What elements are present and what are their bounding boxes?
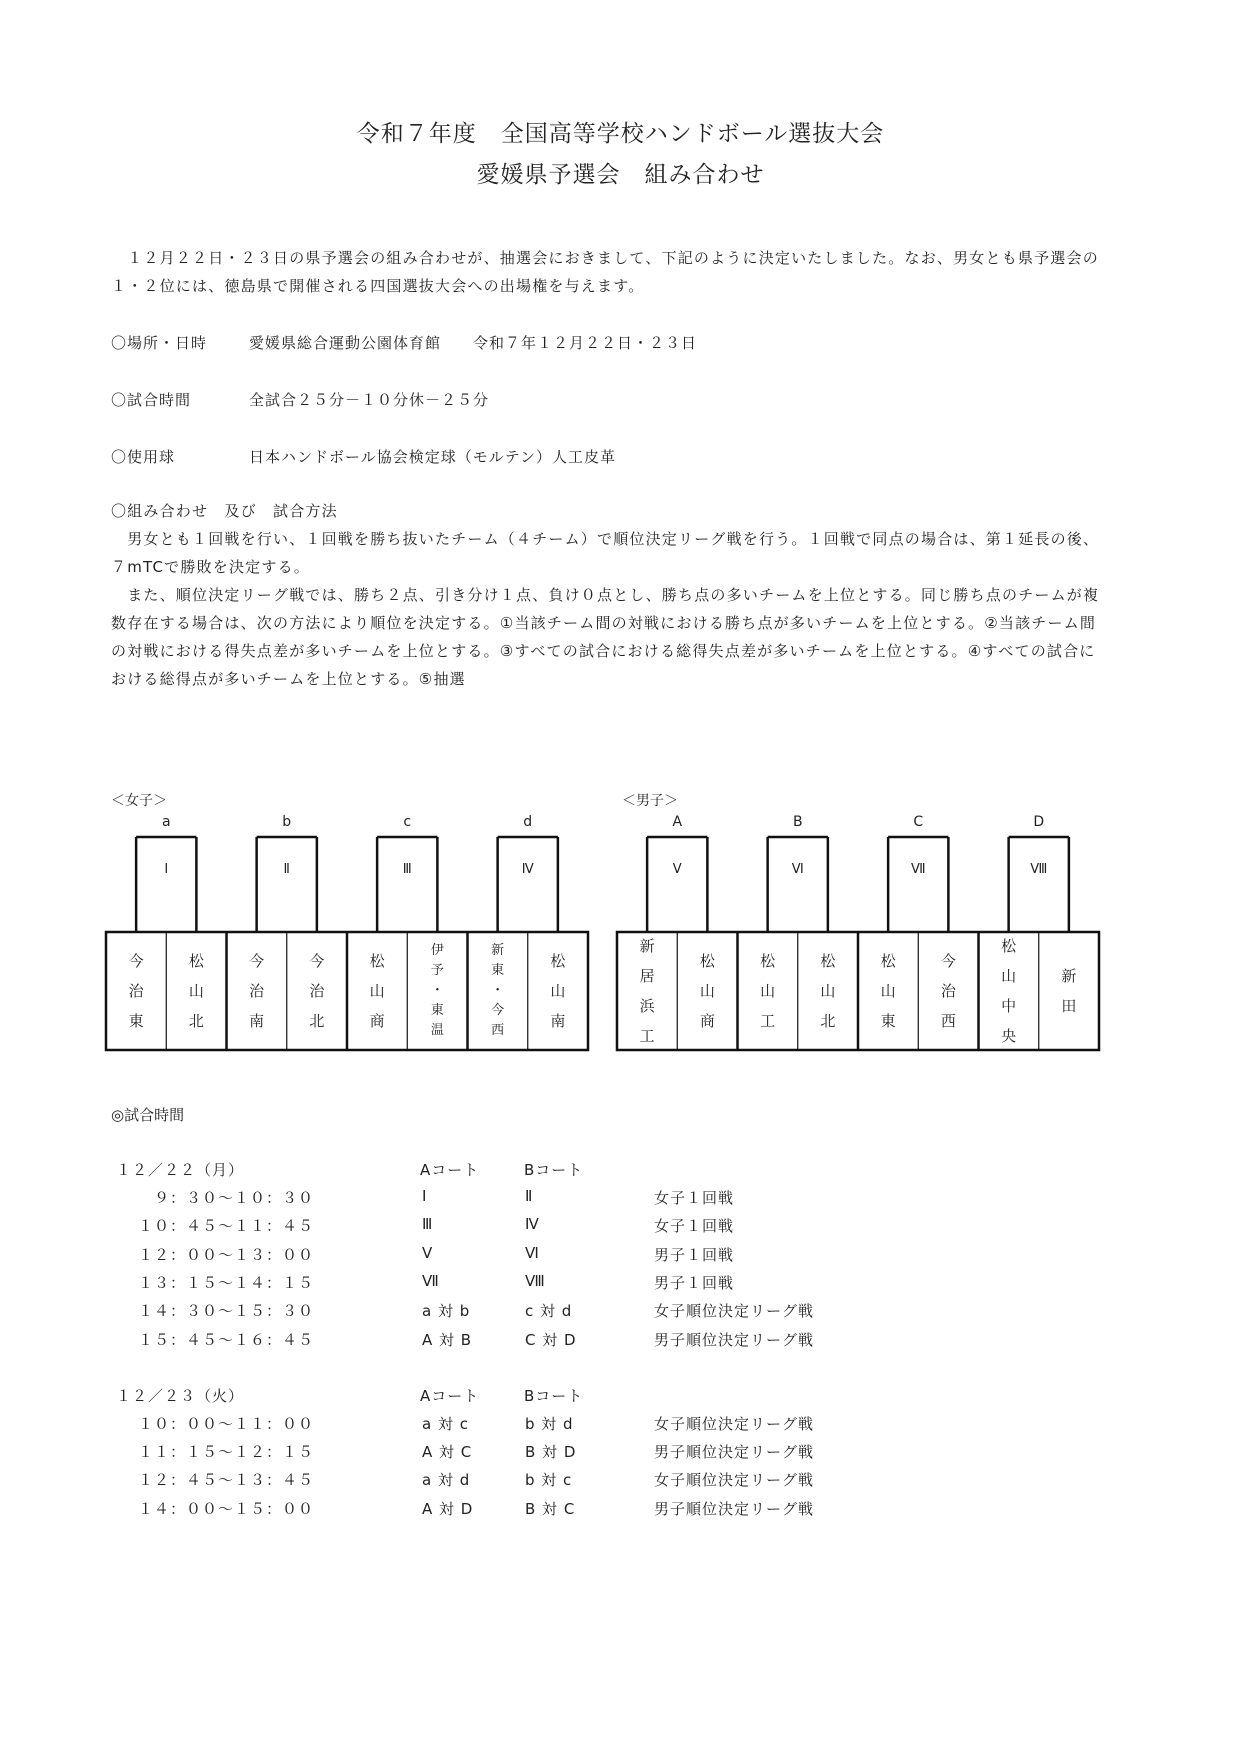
court-a-match: a 対 d — [422, 1471, 471, 1490]
court-b-match: Ⅱ — [525, 1187, 534, 1205]
team-name: 新 田 — [1061, 967, 1077, 1015]
intro-paragraph: １２月２２日・２３日の県予選会の組み合わせが、抽選会におきまして、下記のように決定いたしました。なお、男女とも県予選会の１・２位には、徳島県で開催される四国選抜大会への出場権を与えます。 — [111, 249, 1099, 295]
first-round-numeral: Ⅴ — [672, 862, 682, 877]
match-description: 女子１回戦 — [654, 1189, 735, 1207]
schedule-date: １２／２３（火） — [116, 1386, 245, 1405]
men-label: ＜男子＞ — [622, 793, 678, 809]
first-round-numeral: Ⅶ — [910, 862, 926, 877]
time-label: 〇試合時間 — [111, 391, 192, 409]
team-name: 新 東 ・ 今 西 — [491, 943, 505, 1038]
group-letter: B — [792, 814, 803, 830]
court-a-match: Ⅰ — [422, 1187, 428, 1205]
method-paragraph-1: 男女とも１回戦を行い、１回戦を勝ち抜いたチーム（４チーム）で順位決定リーグ戦を行う。１回戦で同点の場合は、第１延長の後、７mTCで勝敗を決定する。 — [111, 530, 1100, 576]
first-round-numeral: Ⅷ — [1030, 862, 1048, 877]
team-name: 今 治 西 — [940, 952, 956, 1030]
method-heading: 〇組み合わせ 及び 試合方法 — [111, 502, 338, 520]
venue-label: 〇場所・日時 — [111, 334, 208, 352]
schedule-heading: ◎試合時間 — [111, 1106, 185, 1124]
team-name: 今 治 東 — [128, 952, 144, 1030]
court-b-header: Bコート — [524, 1161, 584, 1179]
match-description: 男子順位決定リーグ戦 — [654, 1499, 815, 1518]
court-b-match: C 対 D — [525, 1330, 577, 1349]
match-description: 女子順位決定リーグ戦 — [654, 1414, 815, 1433]
schedule-time: １５：４５～１６：４５ — [138, 1330, 315, 1349]
schedule-time: １２：４５～１３：４５ — [138, 1471, 315, 1490]
schedule-time: ９：３０～１０：３０ — [138, 1189, 315, 1207]
schedule-date: １２／２２（月） — [116, 1161, 245, 1179]
team-name: 今 治 北 — [309, 952, 325, 1030]
group-letter: C — [913, 814, 924, 830]
schedule-time: １２：００～１３：００ — [138, 1245, 315, 1264]
court-b-match: b 対 d — [525, 1414, 574, 1433]
page-title: 令和７年度 全国高等学校ハンドボール選抜大会 — [356, 121, 885, 147]
first-round-numeral: Ⅳ — [521, 862, 534, 877]
court-a-header: Aコート — [420, 1161, 480, 1179]
ball-value: 日本ハンドボール協会検定球（モルテン）人工皮革 — [249, 448, 616, 466]
court-a-match: A 対 C — [422, 1443, 473, 1462]
schedule-time: １０：００～１１：００ — [138, 1414, 315, 1433]
court-b-match: c 対 d — [525, 1302, 573, 1321]
team-name: 松 山 北 — [820, 952, 836, 1030]
match-description: 女子順位決定リーグ戦 — [654, 1302, 815, 1321]
time-value: 全試合２５分－１０分休－２５分 — [249, 391, 490, 409]
first-round-numeral: Ⅱ — [283, 862, 290, 877]
court-a-match: Ⅴ — [422, 1243, 434, 1262]
venue-value: 愛媛県総合運動公園体育館 令和７年１２月２２日・２３日 — [249, 334, 698, 352]
team-name: 松 山 商 — [699, 952, 715, 1030]
first-round-numeral: Ⅰ — [164, 862, 169, 877]
court-a-header: Aコート — [420, 1386, 480, 1405]
court-b-match: B 対 D — [525, 1443, 577, 1462]
schedule-time: １４：００～１５：００ — [138, 1499, 315, 1518]
court-a-match: a 対 b — [422, 1302, 471, 1321]
court-a-match: A 対 B — [422, 1330, 473, 1349]
match-description: 女子順位決定リーグ戦 — [654, 1471, 815, 1490]
match-description: 男子順位決定リーグ戦 — [654, 1330, 815, 1349]
group-letter: c — [403, 814, 412, 830]
schedule-time: １０：４５～１１：４５ — [138, 1217, 315, 1236]
team-name: 今 治 南 — [249, 952, 265, 1030]
team-name: 松 山 東 — [880, 952, 896, 1030]
first-round-numeral: Ⅲ — [402, 862, 412, 877]
match-description: 男子順位決定リーグ戦 — [654, 1443, 815, 1462]
court-b-match: b 対 c — [525, 1471, 573, 1490]
team-name: 松 山 南 — [550, 952, 566, 1030]
schedule-time: １１：１５～１２：１５ — [138, 1443, 315, 1462]
method-paragraph-2: また、順位決定リーグ戦では、勝ち２点、引き分け１点、負け０点とし、勝ち点の多いチームを上位とする。同じ勝ち点のチームが複数存在する場合は、次の方法により順位を決定する。①当該チーム間の対戦における勝ち点が多いチームを上位とする。②当該チーム間の対戦における得失点差が多いチームを上位とする。③すべての試合における総得失点差が多いチームを上位とする。④すべての試合における総得点が多いチームを上位とする。⑤抽選 — [111, 586, 1100, 688]
group-letter: a — [161, 814, 171, 830]
team-name: 松 山 工 — [760, 952, 776, 1030]
team-name: 新 居 浜 工 — [639, 937, 655, 1045]
court-a-match: Ⅶ — [422, 1271, 440, 1290]
team-name: 松 山 商 — [369, 952, 385, 1030]
group-letter: D — [1033, 814, 1045, 830]
schedule-time: １３：１５～１４：１５ — [138, 1273, 315, 1292]
first-round-numeral: Ⅵ — [791, 862, 804, 877]
team-name: 松 山 北 — [188, 952, 204, 1030]
court-a-match: Ⅲ — [422, 1215, 434, 1234]
court-b-match: Ⅳ — [525, 1215, 540, 1234]
match-description: 男子１回戦 — [654, 1245, 735, 1264]
women-label: ＜女子＞ — [111, 793, 167, 809]
ball-label: 〇使用球 — [111, 448, 176, 466]
match-description: 男子１回戦 — [654, 1273, 735, 1292]
court-b-match: B 対 C — [525, 1499, 576, 1518]
group-letter: b — [282, 814, 292, 830]
court-b-header: Bコート — [524, 1386, 584, 1405]
team-name: 松 山 中 央 — [1001, 937, 1017, 1045]
court-b-match: Ⅵ — [525, 1243, 540, 1262]
group-letter: d — [523, 814, 533, 830]
court-a-match: a 対 c — [422, 1414, 469, 1433]
schedule-time: １４：３０～１５：３０ — [138, 1302, 315, 1321]
group-letter: A — [672, 814, 683, 830]
page-subtitle: 愛媛県予選会 組み合わせ — [476, 162, 765, 188]
team-name: 伊 予 ・ 東 温 — [430, 943, 444, 1038]
court-b-match: Ⅷ — [525, 1271, 546, 1290]
match-description: 女子１回戦 — [654, 1217, 735, 1236]
court-a-match: A 対 D — [422, 1499, 474, 1518]
